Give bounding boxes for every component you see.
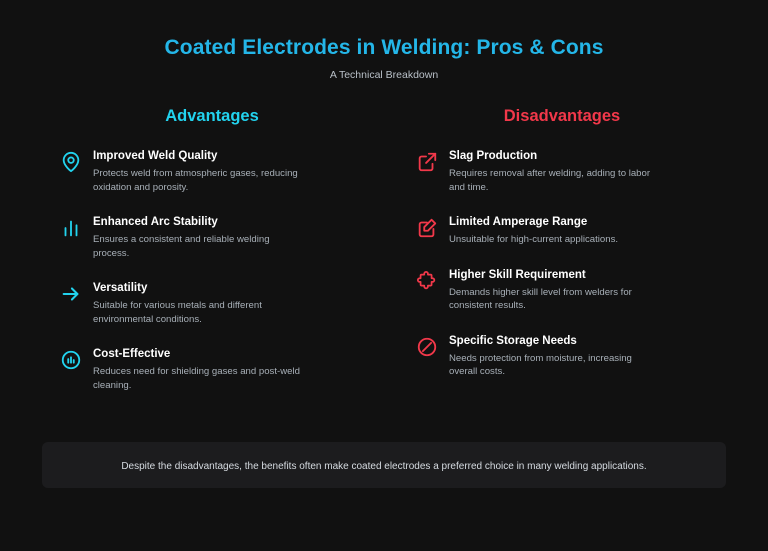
edit-square-icon — [414, 215, 440, 241]
list-item-text — [93, 346, 305, 392]
list-item-text — [449, 214, 618, 247]
list-item-title: Higher Skill Requirement — [449, 268, 586, 281]
external-link-icon — [414, 149, 440, 175]
advantages-column — [40, 107, 384, 412]
arrow-right-icon — [58, 281, 84, 307]
list-item-title: Versatility — [93, 282, 148, 294]
list-item-desc: Protects weld from atmospheric gases, reducing oxidation and porosity. — [93, 168, 298, 193]
coin-chart-icon — [58, 347, 84, 373]
list-item — [58, 214, 366, 260]
footer-note-text: Despite the disadvantages, the benefits often make coated electrodes a preferred choice in many welding applications. — [121, 461, 647, 472]
list-item-desc: Unsuitable for high-current applications. — [449, 234, 619, 245]
list-item — [414, 333, 710, 379]
list-item — [58, 148, 366, 194]
disadvantages-heading: Disadvantages — [503, 107, 621, 125]
footer-note — [42, 442, 726, 488]
list-item-title: Slag Production — [449, 150, 538, 162]
bar-chart-icon — [58, 215, 84, 241]
two-column-layout — [40, 107, 728, 412]
page-title: Coated Electrodes in Welding: Pros & Cons — [164, 36, 604, 59]
list-item — [414, 214, 710, 247]
list-item — [58, 346, 366, 392]
disadvantages-column — [384, 107, 728, 412]
list-item-text — [93, 280, 305, 326]
puzzle-icon — [414, 268, 440, 294]
list-item-title: Specific Storage Needs — [449, 334, 577, 347]
list-item-text — [93, 148, 305, 194]
list-item-desc: Demands higher skill level from welders for consistent results. — [449, 286, 632, 311]
list-item-desc: Suitable for various metals and different environmental conditions. — [93, 300, 262, 325]
list-item-desc: Reduces need for shielding gases and post-weld cleaning. — [93, 366, 300, 391]
list-item-desc: Ensures a consistent and reliable welding process. — [93, 234, 270, 259]
slash-circle-icon — [414, 334, 440, 360]
list-item-title: Cost-Effective — [93, 348, 171, 360]
list-item-title: Enhanced Arc Stability — [93, 216, 218, 228]
list-item-desc: Requires removal after welding, adding to labor and time. — [449, 168, 651, 193]
page-subtitle: A Technical Breakdown — [329, 69, 439, 81]
advantages-heading: Advantages — [165, 107, 259, 125]
list-item — [414, 148, 710, 194]
list-item-text — [93, 214, 305, 260]
list-item-title: Improved Weld Quality — [93, 150, 218, 162]
map-pin-icon — [58, 149, 84, 175]
list-item-text — [449, 148, 661, 194]
list-item-text — [449, 333, 661, 379]
list-item-text — [449, 267, 661, 313]
list-item — [414, 267, 710, 313]
list-item-title: Limited Amperage Range — [449, 216, 588, 228]
list-item-desc: Needs protection from moisture, increasing overall costs. — [449, 352, 632, 377]
list-item — [58, 280, 366, 326]
